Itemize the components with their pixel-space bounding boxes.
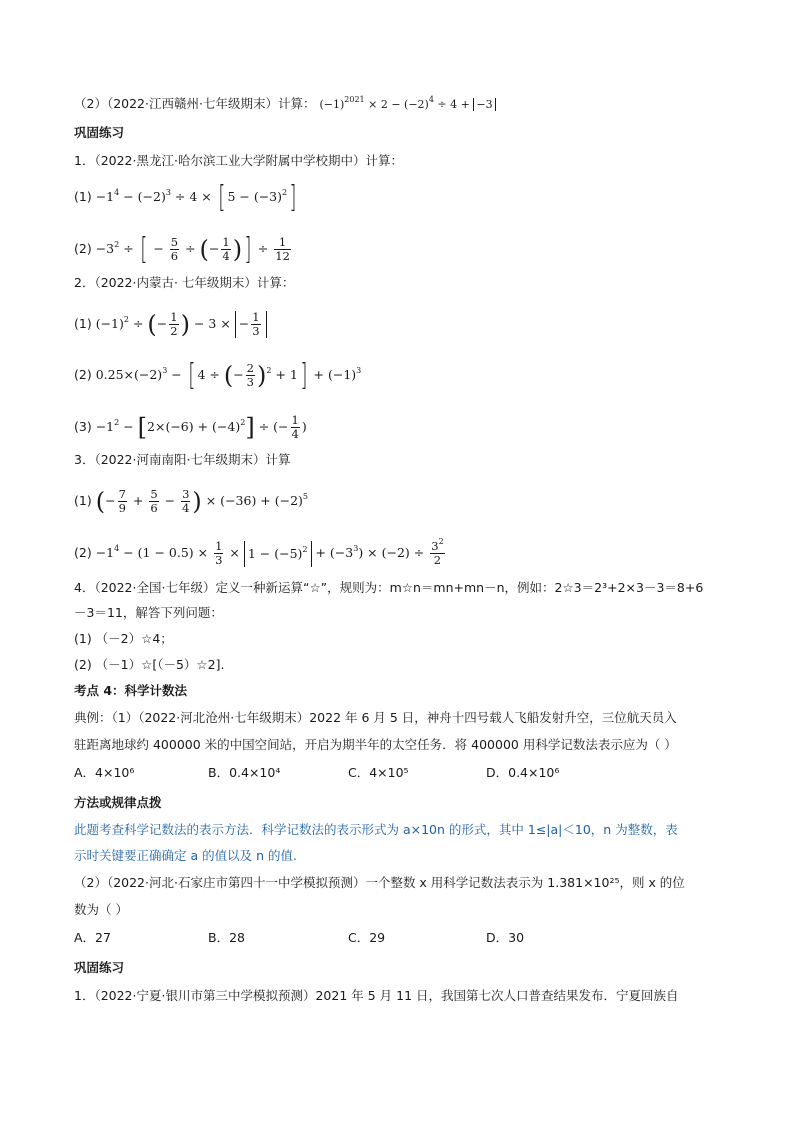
option-b[interactable]: B．0.4×10⁴ [208, 765, 281, 780]
example-2-options [74, 929, 734, 947]
problem-4-line-1: 4．（2022·全国·七年级）定义一种新运算“☆”，规则为：m☆n＝mn+mn－n，例如：2☆3＝2³+2×3－3＝8+6 [74, 580, 704, 595]
method-line-1: 此题考查科学记数法的表示方法．科学记数法的表示形式为 a×10n 的形式，其中 1≤|a|＜10，n 为整数，表 [74, 822, 678, 837]
section-title-practice: 巩固练习 [74, 125, 125, 140]
example-2-line-1: （2）（2022·河北·石家庄市第四十一中学模拟预测）一个整数 x 用科学记数法表示为 1.381×10²⁵，则 x 的位 [74, 875, 685, 890]
problem-1-1 [74, 179, 733, 215]
example-text-1: 典例：（1）（2022·河北沧州·七年级期末）2022 年 6 月 5 日，神舟十四号载人飞船发射升空，三位航天员入 [74, 710, 677, 725]
option-c[interactable]: C．4×10⁵ [348, 765, 409, 780]
problem-3-1 [74, 488, 733, 515]
math-expression: $-1^2 - [2\times(-6) + (-4)^2]$ ÷ (− $\frac{1}{4}$ ) [95, 413, 307, 442]
sub-label: (2) [74, 545, 92, 560]
sub-label: (3) [74, 419, 92, 434]
problem-2-2 [74, 357, 733, 393]
example-line-2: 驻距离地球约 400000 米的中国空间站，开启为期半年的太空任务．将 400000 用科学记数法表示应为（ ） [74, 737, 677, 752]
problem-3-2 [74, 537, 733, 567]
option-d[interactable]: D．30 [486, 930, 525, 945]
problem-2-1 [74, 311, 733, 338]
option-a[interactable]: A．27 [74, 930, 111, 945]
math-expression: (− $\frac{7}{9}$ + $\frac{5}{6}$ − $\frac{3}{4}$ ) × $(-36) + (-2)^5$ [95, 487, 309, 516]
final-problem-line: 1．（2022·宁夏·银川市第三中学模拟预测）2021 年 5 月 11 日，我国第七次人口普查结果发布．宁夏回族自 [74, 988, 679, 1003]
method-line-2: 示时关键要正确确定 a 的值以及 n 的值. [74, 848, 297, 863]
sub-label: (2) [74, 241, 92, 256]
problem-1-2 [74, 231, 733, 267]
option-c[interactable]: C．29 [348, 930, 386, 945]
sub-label: (1) [74, 316, 92, 331]
math-expression: $-3^2$ ÷ [ − $\frac{5}{6}$ ÷ (− $\frac{1}{4}$ )] ÷ $\frac{1}{12}$ [95, 231, 290, 267]
math-expression: $-1^4 - (1 - 0.5)$ × $\frac{1}{3}$ × $1 - (-5)^2 + (-3^3) \times (-2)$ ÷ $\frac{3^2}{2}$ [95, 537, 444, 567]
question-2-expression: $(-1)^{2021} \times 2 - (-2)^4 \div 4 + -3$ [319, 98, 495, 111]
section-title-scientific-notation: 考点 4：科学计数法 [74, 683, 188, 698]
math-expression: $(-1)^2$ ÷ (− $\frac{1}{2}$ ) − 3 × − $\frac{1}{3}$ [96, 316, 267, 331]
problem-2-head: 2．（2022·内蒙古· 七年级期末）计算： [74, 275, 295, 290]
problem-4-1: (1) （－2）☆4； [74, 631, 173, 646]
problem-2-3 [74, 414, 733, 441]
math-expression: $-1^4 - (-2)^3 \div 4$ × [ $5 - (-3)^2$] [95, 179, 297, 215]
section-title-practice-2: 巩固练习 [74, 960, 125, 975]
problem-4-2: (2) （－1）☆[（－5）☆2]. [74, 657, 225, 672]
example-options [74, 764, 734, 782]
problem-3-head: 3．（2022·河南南阳·七年级期末）计算 [74, 452, 291, 467]
section-title-method: 方法或规律点拨 [74, 795, 162, 810]
question-2-text: （2）（2022·江西赣州·七年级期末）计算： [74, 96, 316, 111]
example-2-line-2: 数为（ ） [74, 902, 128, 917]
problem-1-head: 1．（2022·黑龙江·哈尔滨工业大学附属中学校期中）计算： [74, 153, 403, 168]
option-b[interactable]: B．28 [208, 930, 245, 945]
example-line-1 [74, 709, 733, 727]
problem-4-line-2: －3＝11，解答下列问题： [74, 605, 223, 620]
sub-label: (1) [74, 493, 92, 508]
question-2-line [74, 95, 733, 114]
sub-label: (2) [74, 367, 92, 382]
math-expression: $0.25\times(-2)^3$ − [ 4 ÷ (− $\frac{2}{3}$ )$^2 + 1] + (-1)^3$ [95, 357, 362, 393]
option-a[interactable]: A．4×10⁶ [74, 765, 135, 780]
sub-label: (1) [74, 189, 92, 204]
option-d[interactable]: D．0.4×10⁶ [486, 765, 560, 780]
